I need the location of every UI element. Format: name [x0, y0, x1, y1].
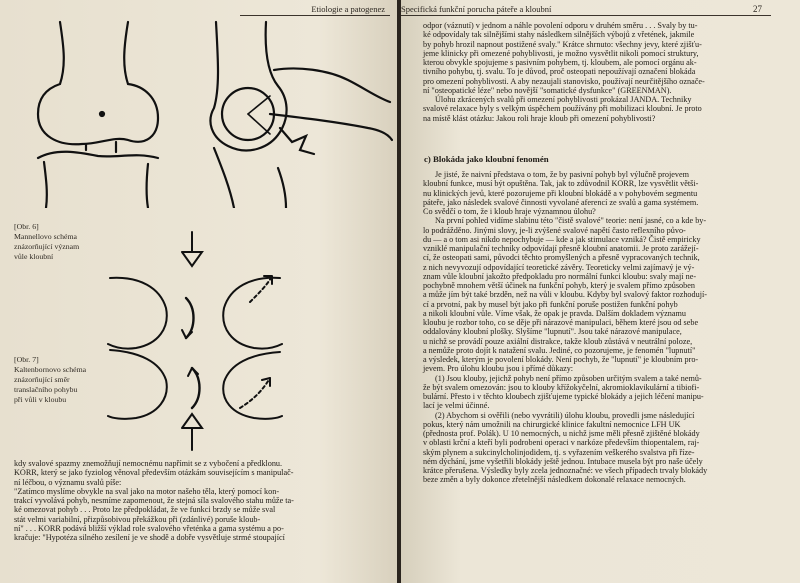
header-rule-right	[401, 15, 771, 16]
text-line: u nichž se provádí pouze axiální distrakce, takže kloub zůstává v neutrální poloze,	[423, 336, 693, 346]
figure-7-caption-line: znázorňující směr	[14, 375, 70, 384]
text-line: vzniklé manipulační techniky odpovídají přesně kloubní anatomii. Je proto zarážejí-	[423, 244, 699, 253]
text-line: Co svědčí o tom, že i kloub hraje významnou úlohu?	[423, 207, 596, 216]
figure-7-caption-line: Kaltenbornovo schéma	[14, 365, 87, 374]
text-line: bulární. Přesto i v těchto kloubech zjišťujeme typické blokády a jejich léčení manipu-	[423, 392, 704, 401]
figure-7-label: [Obr. 7]	[14, 355, 39, 364]
text-line: ským plynem a sukcinylcholinjodidem, tj. s vyřazením veškerého svalstva při říze-	[423, 447, 695, 457]
text-line: znam vůle kloubní jakožto předpokladu pro normální funkci kloubu: svaly mají ne-	[423, 271, 697, 281]
text-line: (1) Jsou klouby, jejichž pohyb není přímo způsoben určitým svalem a také nemů-	[435, 373, 702, 383]
figure-6-label: [Obr. 6]	[14, 222, 39, 231]
text-line: trakcí vyvolává pohyb, nesmíme zapomenout, že stejná síla svalového stahu může ta-	[14, 496, 294, 505]
header-rule-left	[240, 15, 390, 16]
text-line: oddalovány kloubní plošky. Slyšíme "lupnutí". Jsou také nárazové manipulace,	[423, 327, 682, 337]
text-line: jeme klinicky při omezené pohyblivosti, je možno vysvětlit nikoli pomocí struktury,	[423, 48, 699, 58]
figure-6-caption-line: vůle kloubní	[14, 252, 54, 261]
text-line: Je jisté, že naivní představa o tom, že by pasivní pohyb byl výlučně projevem	[435, 170, 689, 179]
text-line: tivního pohybu, tj. svalu. To je důvod, proč osteopati nepoužívají označení blokáda	[423, 67, 696, 77]
text-line: a může jím být také brzděn, než na vůli v kloubu. Kdyby byl svalový faktor rozhodují-	[423, 290, 707, 300]
text-line: lo podrážděno. Jinými slovy, je-li zvýšené svalové napětí často reflexního půvo-	[423, 225, 686, 235]
figure-7-illustration	[100, 228, 290, 453]
text-line: ké odpovídaly tak silnějšími stahy následkem silnějších výbojů z vřetének, jakmile	[423, 30, 695, 40]
figure-7-caption-line: translačního pohybu	[14, 385, 78, 394]
running-header-left: Etiologie a patogenez	[311, 4, 385, 14]
text-line: kračuje: "Hypotéza silného zesílení je ve shodě a dobře vysvětluje strmé stoupající	[14, 533, 285, 542]
section-heading: c) Blokáda jako kloubní fenomén	[424, 154, 549, 164]
figure-7-caption-line: při vůli v kloubu	[14, 395, 67, 404]
text-line: kdy svalové spazmy znemožňují nemocnému napřímit se z vybočení a předklonu.	[14, 459, 283, 468]
text-line: by pohyb hrozil napnout postižené svaly." Krátce shrnuto: všechny jevy, které zjišťu-	[423, 39, 702, 49]
text-line: ní" . . . KORR podává bližší výklad role svalového vřeténka a gama systému a po-	[14, 523, 284, 533]
text-line: kloubu je rozbor toho, co se děje při nárazové manipulaci, během které jsou od sebe	[423, 318, 699, 327]
text-line: na místě klást otázku: Jakou roli hraje kloub při omezení pohyblivosti?	[423, 113, 656, 123]
text-line: (přednosta prof. Polák). U 10 nemocných, u nichž jsme měli přesně zjištěné blokády	[423, 429, 700, 438]
text-line: stát velmi variabilní, přizpůsobivou překážkou při (zdánlivé) poruše kloub-	[14, 514, 261, 524]
text-line: svalové relaxace byly s velkým úspěchem používány při mobilizaci kloubní. Je proto	[423, 104, 702, 114]
text-line: Úlohu zkrácených svalů při omezení pohyblivosti prokázal JANDA. Techniky	[435, 95, 692, 104]
text-line: Na první pohled vidíme slabinu této "čistě svalové" teorie: není jasné, co a kde by-	[435, 216, 707, 226]
text-line: KORR, který se jako fyziolog věnoval především otázkám souvisejícím s manipulač-	[14, 468, 294, 478]
text-line: (2) Abychom si ověřili (nebo vyvrátili) úlohu kloubu, provedli jsme následující	[435, 410, 695, 420]
text-line: v oblasti krční a kteří byli podrobeni operaci v narkóze především thiopentalem, raj-	[423, 438, 700, 448]
text-line: kloubní funkce, musí být opuštěna. Tak, jak to zdůvodnil KORR, lze vysvětlit větši-	[423, 179, 699, 189]
left-body-text	[14, 459, 386, 542]
text-line: cí, že osteopati sami, původci těchto promyšlených a přesně vypracovaných technik,	[423, 253, 700, 263]
text-line: kterou obvykle spojujeme s pasivním pohybem, tj. kloubem, ale pomocí orgánu ak-	[423, 58, 697, 67]
text-line: ném dýchání, jsme vyšetřili blokády ještě jednou. Intubace musela být pro naše účely	[423, 456, 703, 466]
figure-6-caption-line: Mannellovo schéma	[14, 232, 78, 241]
figure-7-caption	[14, 355, 106, 405]
text-line: páteře, jako následek svalové činnosti vyvolané aferencí ze svalů a gama systémem.	[423, 197, 699, 207]
text-line: nu klinických jevů, které pozorujeme při kloubní blokádě a v pohybovém segmentu	[423, 188, 698, 198]
text-line: beze změn a byly dokonce zřetelnější následkem dokonalé relaxace nemocných.	[423, 475, 686, 485]
text-line: a nikoli kloubní vůle. Víme však, že opak je pravda. Dalším dokladem významu	[423, 308, 686, 318]
text-line: a nemůže proto dojít k natažení svalu. Jediné, co pozorujeme, je fenomén "lupnutí"	[423, 345, 696, 355]
right-top-text	[423, 21, 777, 123]
text-line: pro omezení pohyblivosti. A aby nezaujali stanovisko, používají neurčitějšího označe-	[423, 76, 705, 86]
text-line: jevem. Pro úlohu kloubu jsou i přímé důkazy:	[423, 364, 574, 374]
text-line: ké omezovat pohyb . . . Proto lze předpokládat, že ve funkci brzdy se může sval	[14, 505, 276, 515]
text-line: z nich nevyvozují odpovídající teoretické závěry. Teoreticky velmi zajímavý je vý-	[423, 262, 695, 272]
figure-6-caption	[14, 222, 106, 262]
running-header-right: Specifická funkční porucha páteře a kloubní	[401, 4, 552, 14]
text-line: krátce přerušena. Výsledky byly zcela jednoznačné: ve všech případech trvaly blokády	[423, 466, 708, 475]
right-section-text	[423, 170, 777, 485]
figure-6-illustration	[8, 18, 393, 208]
text-line: lací je velmi účinné.	[423, 401, 490, 411]
text-line: cí a prvotní, pak by musel být jako při funkční poruše postižen funkční pohyb	[423, 299, 678, 309]
figure-6-caption-line: znázorňující význam	[14, 242, 80, 251]
text-line: du — a o tom asi nikdo nepochybuje — kde a jak stimulace vzniká? Čistě empiricky	[423, 234, 701, 244]
text-line: ní "osteopatické léze" nebo novější "somatické dysfunkce" (GREENMAN).	[423, 85, 672, 95]
text-line: že být svalem omezován: jsou to klouby křížokyčelní, akromioklavikulární a tibiofi-	[423, 382, 700, 392]
text-line: odpor (váznutí) v jednom a náhle povolení odporu v druhém směru . . . Svaly by tu-	[423, 21, 698, 30]
text-line: a výsledek, kterým je povolení blokády. Není pochyb, že "lupnutí" je kloubním pro-	[423, 355, 699, 364]
left-page	[0, 0, 399, 583]
text-line: pokus, který nám umožnili na chirurgické klinice fakultní nemocnice LFH UK	[423, 419, 681, 429]
text-line: "Zatímco myslíme obvykle na sval jako na motor našeho těla, který pomocí kon-	[14, 486, 280, 496]
text-line: pochybně mnohem větší účinek na funkční pohyb, který je svalem přímo způsoben	[423, 281, 695, 290]
page-number: 27	[753, 4, 762, 14]
text-line: ní léčbou, o významu svalů píše:	[14, 477, 122, 487]
